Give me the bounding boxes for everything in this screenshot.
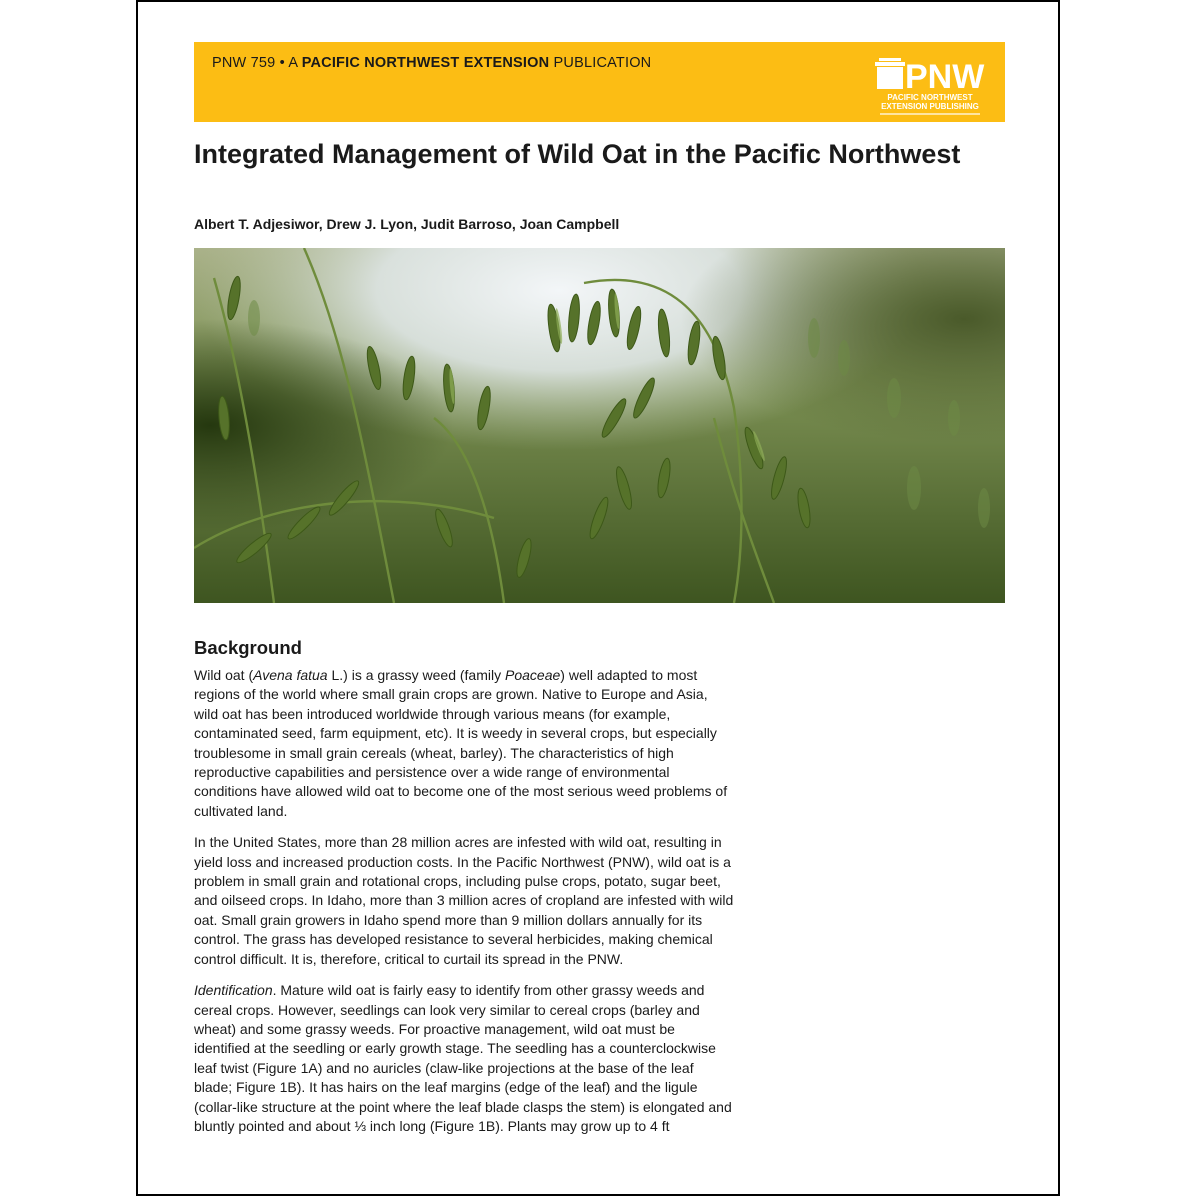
- paragraph: In the United States, more than 28 million acres are infested with wild oat, resulting in yield loss and increased production costs. In the Pacific Northwest (PNW), wild oat is a problem in small grain and rotational crops, including pulse crops, potato, sugar beet, and oilseed crops. In Idaho, more than 3 million acres of cropland are infested with wild oat. Small grain growers in Idaho spend more than 9 million dollars annually for its control. The grass has developed resistance to several herbicides, making chemical control difficult. It is, therefore, critical to curtail its spread in the PNW.: [194, 834, 734, 967]
- logo-line-1: PACIFIC NORTHWEST: [887, 93, 973, 102]
- wild-oat-photo: [194, 248, 1005, 603]
- svg-text:PNW: PNW: [905, 58, 985, 96]
- paragraph: Wild oat (Avena fatua L.) is a grassy weed (family Poaceae) well adapted to most regions of the world where small grain crops are grown. Native to Europe and Asia, wild oat has been introduced worldwide through various means (for example, contaminated seed, farm equipment, etc). It is weedy in several crops, but especially troublesome in small grain cereals (wheat, barley). The characteristics of high reproductive capabilities and persistence over a wide range of environmental conditions have allowed wild oat to become one of the most serious weed problems of cultivated land.: [194, 667, 728, 819]
- logo-line-2: EXTENSION PUBLISHING: [881, 102, 979, 111]
- section-heading: Background: [194, 637, 302, 658]
- document-title: Integrated Management of Wild Oat in the Pacific Northwest: [194, 139, 961, 169]
- pnw-logo-icon: [875, 48, 985, 116]
- paragraph: Identification. Mature wild oat is fairly easy to identify from other grassy weeds and cereal crops. However, seedlings can look very similar to cereal crops (barley and wheat) and some grassy weeds. For proactive management, wild oat must be identified at the seedling or early growth stage. The seedling has a counterclockwise leaf twist (Figure 1A) and no auricles (claw-like projections at the base of the leaf blade; Figure 1B). It has hairs on the leaf margins (edge of the leaf) and the ligule (collar-like structure at the point where the leaf blade clasps the stem) is elongated and bluntly pointed and about ⅓ inch long (Figure 1B). Plants may grow up to 4 ft: [194, 982, 732, 1134]
- authors: Albert T. Adjesiwor, Drew J. Lyon, Judit Barroso, Joan Campbell: [194, 216, 620, 232]
- publication-series: PNW 759 • A PACIFIC NORTHWEST EXTENSION PUBLICATION: [212, 55, 652, 71]
- publication-banner: [194, 42, 1005, 122]
- background-section: [194, 636, 734, 1148]
